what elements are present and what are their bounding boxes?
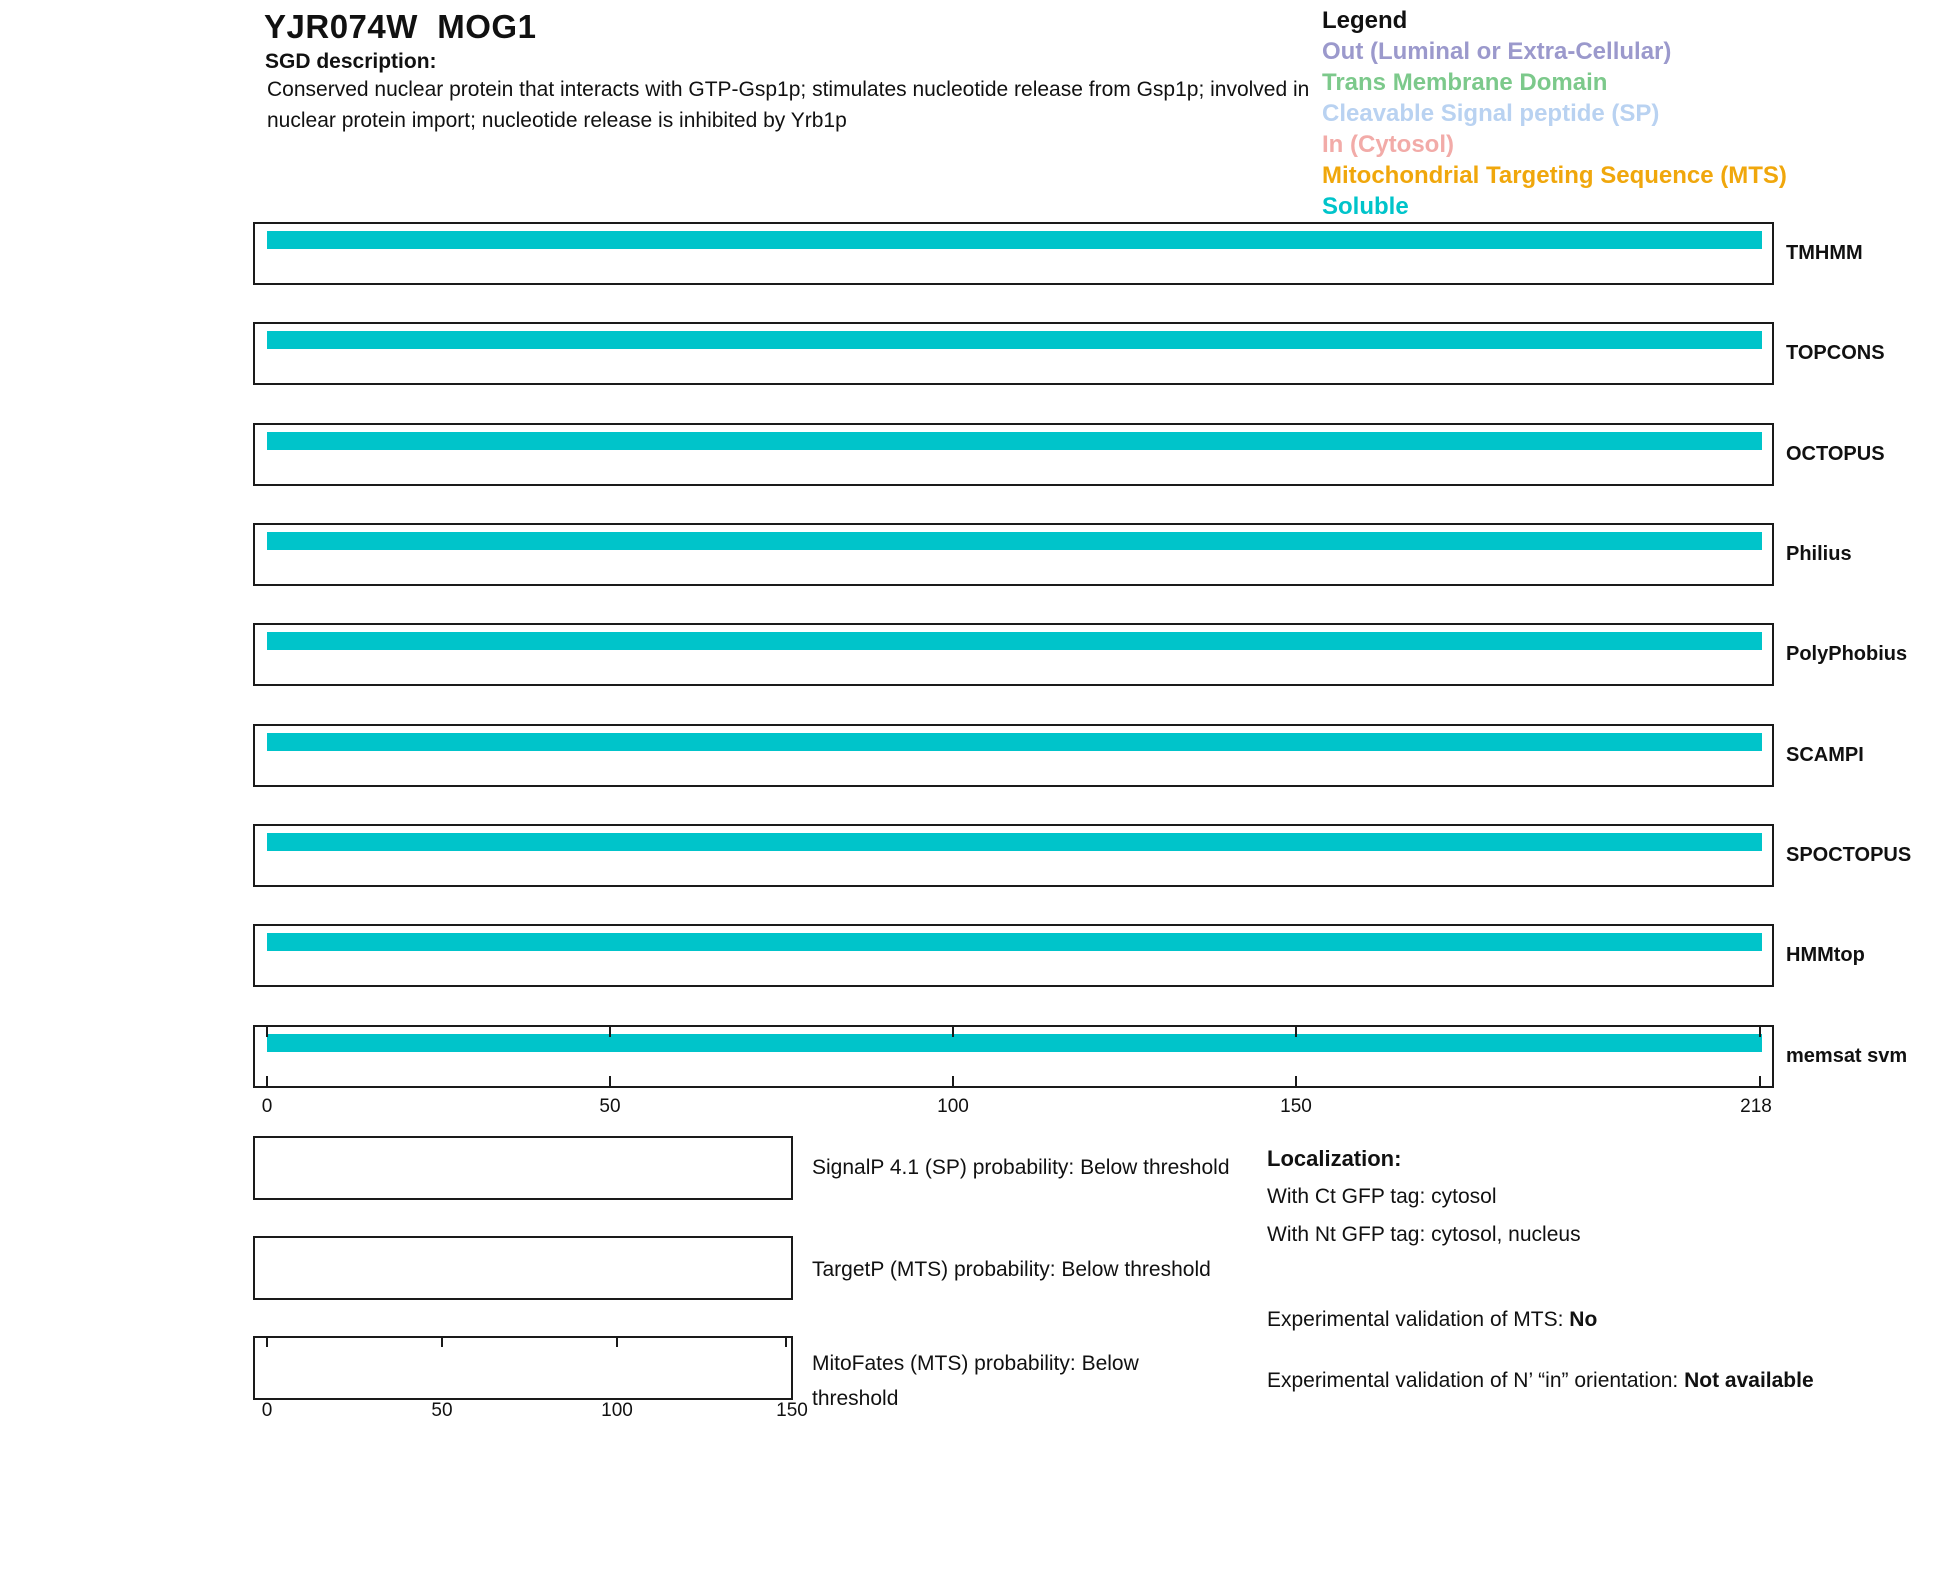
legend-title: Legend [1322,7,1408,34]
residue-axis-tick-label: 50 [599,1096,621,1117]
track-label: PolyPhobius [1786,643,1908,665]
track-label: SPOCTOPUS [1786,844,1912,866]
soluble-segment-bar [267,532,1762,550]
track-plot-area [253,1025,1774,1088]
soluble-segment-bar [267,632,1762,650]
mitofates-plot-area [253,1336,793,1400]
track-plot-area [253,623,1774,686]
sgd-description-text: Conserved nuclear protein that interacts with GTP-Gsp1p; stimulates nucleotide release from Gsp1p; involved in nuclear protein import; nucleotide release is inhibited by Yrb1p [267,78,1310,132]
track-octopus [253,423,1950,486]
track-polyphobius [253,623,1950,686]
axis-tick [785,1338,787,1347]
mts-validation [1267,1308,1597,1332]
soluble-segment-bar [267,432,1762,450]
mitofates-axis-tick-label: 100 [601,1400,633,1421]
sgd-description-label: SGD description: [265,50,437,73]
track-tmhmm [253,222,1950,285]
residue-axis-tick-label: 0 [261,1096,273,1117]
track-hmmtop [253,924,1950,987]
mitofates-axis-tick-label: 0 [261,1400,273,1421]
track-plot-area [253,824,1774,887]
signalp-plot-area [253,1136,793,1200]
orientation-validation-label: Experimental validation of N’ “in” orientation: [1267,1369,1685,1392]
track-plot-area [253,322,1774,385]
mitofates-axis-tick-label: 50 [431,1400,453,1421]
axis-tick [1295,1076,1297,1086]
signalp-caption: SignalP 4.1 (SP) probability: Below threshold [812,1156,1230,1179]
track-philius [253,523,1950,586]
legend-item-out: Out (Luminal or Extra-Cellular) [1322,38,1672,65]
mitofates-caption: MitoFates (MTS) probability: Below threshold [812,1352,1139,1410]
track-plot-area [253,523,1774,586]
targetp-plot-area [253,1236,793,1300]
soluble-segment-bar [267,733,1762,751]
legend-item-signal-peptide: Cleavable Signal peptide (SP) [1322,100,1660,127]
track-label: Philius [1786,543,1852,565]
targetp-caption: TargetP (MTS) probability: Below threshold [812,1258,1211,1281]
axis-tick [609,1027,611,1037]
axis-tick [266,1027,268,1037]
axis-tick [609,1076,611,1086]
track-plot-area [253,724,1774,787]
localization-heading: Localization: [1267,1146,1402,1171]
track-label: TOPCONS [1786,342,1885,364]
mitofates-axis-tick-label: 150 [776,1400,808,1421]
track-label: TMHMM [1786,242,1863,264]
axis-tick [952,1027,954,1037]
axis-tick [952,1076,954,1086]
legend-item-transmembrane: Trans Membrane Domain [1322,69,1608,96]
nt-gfp-localization: With Nt GFP tag: cytosol, nucleus [1267,1223,1581,1246]
soluble-segment-bar [267,231,1762,249]
track-topcons [253,322,1950,385]
mts-validation-value: No [1569,1308,1598,1331]
track-label: OCTOPUS [1786,443,1885,465]
orientation-validation [1267,1364,1827,1398]
track-memsat-svm [253,1025,1950,1088]
track-plot-area [253,423,1774,486]
track-label: HMMtop [1786,944,1865,966]
soluble-segment-bar [267,833,1762,851]
track-label: memsat svm [1786,1045,1908,1067]
soluble-segment-bar [267,331,1762,349]
residue-axis-tick-label: 150 [1280,1096,1312,1117]
page-title: YJR074W MOG1 [264,8,537,45]
track-plot-area [253,924,1774,987]
residue-axis-tick-label: 100 [937,1096,969,1117]
orientation-validation-value: Not available [1684,1369,1814,1392]
track-label: SCAMPI [1786,744,1864,766]
axis-tick [266,1076,268,1086]
residue-axis-tick-label: 218 [1740,1096,1772,1117]
track-spoctopus [253,824,1950,887]
soluble-segment-bar [267,1034,1762,1052]
axis-tick [441,1338,443,1347]
legend-item-mts: Mitochondrial Targeting Sequence (MTS) [1322,162,1787,189]
axis-tick [266,1338,268,1347]
legend [1322,5,1787,222]
mts-validation-label: Experimental validation of MTS: [1267,1308,1570,1331]
legend-item-soluble: Soluble [1322,193,1409,220]
track-plot-area [253,222,1774,285]
legend-item-in-cytosol: In (Cytosol) [1322,131,1454,158]
ct-gfp-localization: With Ct GFP tag: cytosol [1267,1185,1497,1208]
soluble-segment-bar [267,933,1762,951]
axis-tick [1759,1076,1761,1086]
axis-tick [616,1338,618,1347]
track-scampi [253,724,1950,787]
axis-tick [1759,1027,1761,1037]
axis-tick [1295,1027,1297,1037]
